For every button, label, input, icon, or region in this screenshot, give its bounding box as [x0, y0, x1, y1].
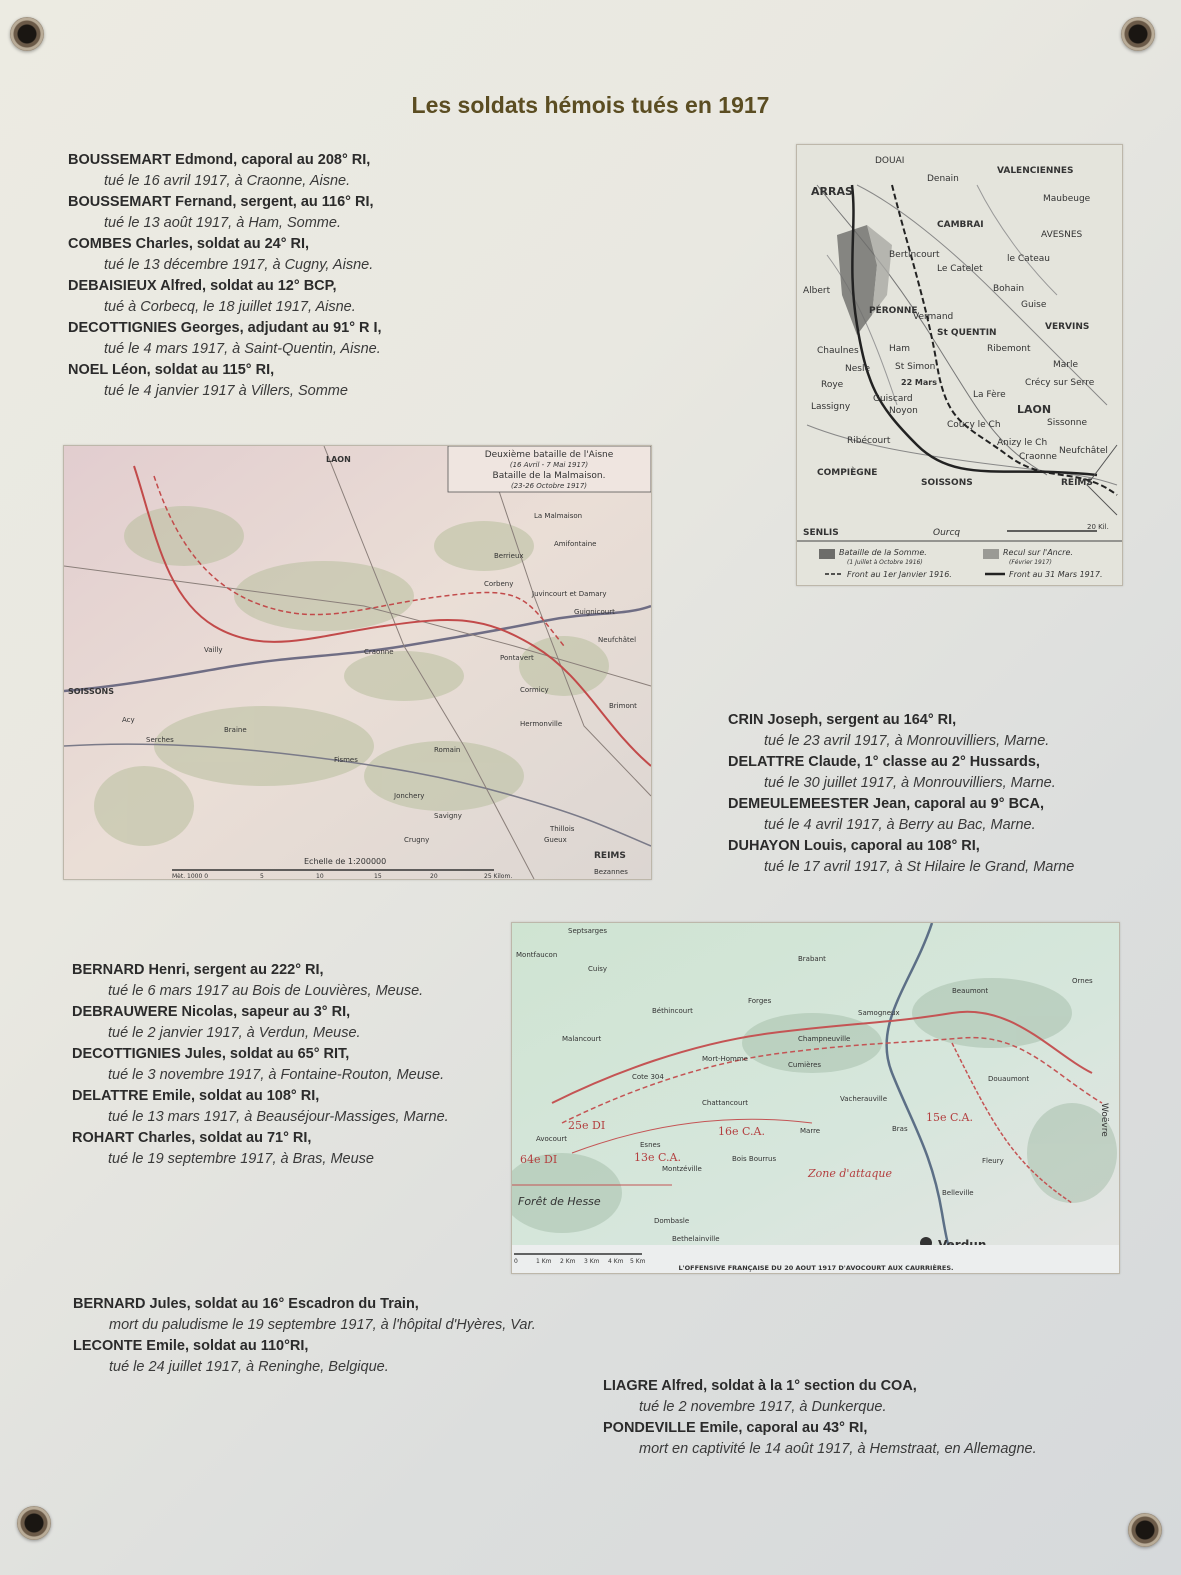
soldier-detail: mort en captivité le 14 août 1917, à Hemstraat, en Allemagne. [639, 1441, 1037, 1457]
place-label: Crécy sur Serre [1025, 378, 1095, 388]
place-label: Bohain [993, 284, 1025, 294]
place-label: REIMS [1061, 478, 1093, 488]
grommet-top-right [1121, 17, 1155, 51]
soldier-detail: tué le 24 juillet 1917, à Reninghe, Belgique. [109, 1359, 389, 1375]
place-label: Forges [748, 997, 772, 1005]
soldier-list-other [73, 1294, 593, 1378]
scale-tick: Mèt. 1000 0 [172, 873, 209, 879]
place-label: Douaumont [988, 1075, 1030, 1083]
soldier-entry [72, 960, 502, 1002]
place-label: Chaulnes [817, 346, 859, 356]
unit-label: 13e C.A. [634, 1151, 681, 1164]
soldier-detail: tué le 23 avril 1917, à Monrouvilliers, Marne. [764, 733, 1050, 749]
scale-tick: 10 [316, 873, 324, 879]
legend-label: (Février 1917) [1009, 559, 1052, 566]
place-label: LAON [1017, 403, 1052, 416]
place-label: Guignicourt [574, 608, 615, 616]
soldier-entry [68, 234, 508, 276]
place-label: Cormicy [520, 686, 549, 694]
place-label: Chattancourt [702, 1099, 749, 1107]
soldier-detail: tué le 6 mars 1917 au Bois de Louvières, Meuse. [108, 983, 424, 999]
map-header: Bataille de la Malmaison. [492, 471, 606, 481]
place-label: Cuisy [588, 965, 608, 973]
place-label: Avocourt [536, 1135, 567, 1143]
place-label: Dombasle [654, 1217, 690, 1225]
place-label: AVESNES [1041, 230, 1083, 240]
soldier-name: BOUSSEMART Fernand, sergent, au 116° RI, [68, 194, 374, 210]
soldier-detail: tué le 2 janvier 1917, à Verdun, Meuse. [108, 1025, 361, 1041]
place-label: Coucy le Ch [947, 420, 1001, 430]
place-label: Lassigny [811, 402, 851, 412]
place-label: Bras [892, 1125, 908, 1133]
place-label: St QUENTIN [937, 328, 997, 338]
scale-tick: 1 Km [536, 1258, 552, 1265]
place-label: VALENCIENNES [997, 166, 1074, 176]
soldier-name: BOUSSEMART Edmond, caporal au 208° RI, [68, 152, 371, 168]
place-label: Brabant [798, 955, 826, 963]
place-label: Mort-Homme [702, 1055, 748, 1063]
map-header: (16 Avril - 7 Mai 1917) [509, 461, 589, 469]
soldier-entry [73, 1336, 593, 1378]
place-label: La Malmaison [534, 512, 583, 520]
place-label: Montfaucon [516, 951, 558, 959]
unit-label: 64e DI [520, 1153, 558, 1166]
unit-label: 25e DI [568, 1119, 606, 1132]
grommet-top-left [10, 17, 44, 51]
place-label: Anizy le Ch [997, 438, 1048, 448]
place-label: Savigny [434, 812, 462, 820]
place-label: Cote 304 [632, 1073, 664, 1081]
scale-tick: 3 Km [584, 1258, 600, 1265]
place-label: PÉRONNE [869, 306, 918, 316]
scale-tick: 4 Km [608, 1258, 624, 1265]
legend-swatch [983, 549, 999, 559]
map-caption: L'OFFENSIVE FRANÇAISE DU 20 AOUT 1917 D'AVOCOURT AUX CAURRIÈRES. [678, 1264, 954, 1272]
grommet-bottom-left [17, 1506, 51, 1540]
map-header: Deuxième bataille de l'Aisne [484, 450, 614, 460]
place-label: Braine [224, 726, 247, 734]
scale-tick: 5 Km [630, 1258, 646, 1265]
place-label: VERVINS [1045, 322, 1090, 332]
place-label: SENLIS [803, 528, 839, 538]
soldier-entry [68, 150, 508, 192]
soldier-entry [728, 752, 1148, 794]
soldier-entry [68, 360, 508, 402]
place-label: Roye [821, 380, 844, 390]
place-label: Neufchâtel [598, 636, 637, 644]
place-label: Vailly [204, 646, 223, 654]
soldier-name: DUHAYON Louis, caporal au 108° RI, [728, 838, 980, 854]
place-label: Fleury [982, 1157, 1004, 1165]
soldier-name: BERNARD Jules, soldat au 16° Escadron du Train, [73, 1296, 419, 1312]
soldier-entry [68, 318, 508, 360]
soldier-name: DEMEULEMEESTER Jean, caporal au 9° BCA, [728, 796, 1045, 812]
soldier-list-meuse [72, 960, 502, 1170]
place-label: Pontavert [500, 654, 534, 662]
place-label: Hermonville [520, 720, 563, 728]
soldier-name: ROHART Charles, soldat au 71° RI, [72, 1130, 312, 1146]
place-label: Belleville [942, 1189, 974, 1197]
place-label: Noyon [889, 406, 918, 416]
soldier-detail: tué le 13 mars 1917, à Beauséjour-Massiges, Marne. [108, 1109, 449, 1125]
scale-tick: 0 [514, 1258, 518, 1265]
place-label: Neufchâtel [1059, 446, 1108, 456]
place-label: Ribemont [987, 344, 1031, 354]
soldier-detail: tué le 17 avril 1917, à St Hilaire le Grand, Marne [764, 859, 1075, 875]
place-label: DOUAI [875, 156, 905, 166]
place-label: Sissonne [1047, 418, 1088, 428]
place-label: Montzéville [662, 1165, 702, 1173]
unit-label: Zone d'attaque [808, 1167, 893, 1180]
place-label: Bois Bourrus [732, 1155, 777, 1163]
map-verdun-drawing [512, 923, 1119, 1273]
place-label: Vacherauville [840, 1095, 888, 1103]
soldier-detail: tué le 13 août 1917, à Ham, Somme. [104, 215, 341, 231]
legend-swatch [819, 549, 835, 559]
place-label: Craonne [1019, 452, 1057, 462]
place-label: Fismes [334, 756, 358, 764]
page-title: Les soldats hémois tués en 1917 [411, 92, 770, 118]
soldier-name: DECOTTIGNIES Jules, soldat au 65° RIT, [72, 1046, 350, 1062]
place-label: Ourcq [933, 528, 961, 538]
scale-label: 20 Kil. [1087, 523, 1109, 531]
place-label: Juvincourt et Damary [532, 590, 607, 598]
soldier-name: CRIN Joseph, sergent au 164° RI, [728, 712, 957, 728]
scale-label: Echelle de 1:200000 [304, 857, 387, 866]
place-label: Berrieux [494, 552, 524, 560]
soldier-detail: tué le 2 novembre 1917, à Dunkerque. [639, 1399, 887, 1415]
legend-label: Front au 1er Janvier 1916. [847, 570, 952, 579]
place-label: Beaumont [952, 987, 989, 995]
place-label: LAON [326, 455, 351, 464]
map-somme-drawing [797, 145, 1122, 585]
soldier-detail: tué le 19 septembre 1917, à Bras, Meuse [108, 1151, 374, 1167]
place-label: Albert [803, 286, 831, 296]
unit-label: 15e C.A. [926, 1111, 973, 1124]
soldier-name: LECONTE Emile, soldat au 110°RI, [73, 1338, 309, 1354]
place-label: Bezannes [594, 868, 628, 876]
map-header: (23-26 Octobre 1917) [510, 482, 588, 490]
map-somme-front [796, 144, 1123, 586]
place-label: Bethelainville [672, 1235, 720, 1243]
place-label: Esnes [640, 1141, 661, 1149]
soldier-detail: tué le 4 mars 1917, à Saint-Quentin, Aisne. [104, 341, 381, 357]
place-label: Ornes [1072, 977, 1093, 985]
soldier-entry [68, 276, 508, 318]
place-label: Champneuville [798, 1035, 851, 1043]
place-label: Thillois [550, 825, 575, 833]
date-label: 22 Mars [901, 378, 937, 387]
scale-tick: 20 [430, 873, 438, 879]
scale-tick: 5 [260, 873, 264, 879]
soldier-entry [68, 192, 508, 234]
soldier-name: DELATTRE Claude, 1° classe au 2° Hussards, [728, 754, 1040, 770]
place-label: Maubeuge [1043, 194, 1091, 204]
legend-label: (1 Juillet à Octobre 1916) [847, 559, 923, 566]
place-label: Ribécourt [847, 436, 891, 446]
soldier-entry [73, 1294, 593, 1336]
map-aisne-battle [63, 445, 652, 880]
scale-tick: 25 Kilom. [484, 873, 513, 879]
place-label: Guise [1021, 300, 1047, 310]
place-label: Cumières [788, 1061, 822, 1069]
soldier-detail: tué le 30 juillet 1917, à Monrouvilliers, Marne. [764, 775, 1056, 791]
soldier-name: DEBRAUWERE Nicolas, sapeur au 3° RI, [72, 1004, 351, 1020]
soldier-list-north-captivity [603, 1376, 1103, 1460]
map-verdun-offensive [511, 922, 1120, 1274]
soldier-name: DELATTRE Emile, soldat au 108° RI, [72, 1088, 320, 1104]
soldier-entry [72, 1086, 502, 1128]
legend-label: Recul sur l'Ancre. [1003, 548, 1073, 557]
soldier-entry [728, 836, 1148, 878]
place-label: Romain [434, 746, 461, 754]
map-aisne-drawing [64, 446, 651, 879]
legend-label: Bataille de la Somme. [839, 548, 927, 557]
soldier-name: DEBAISIEUX Alfred, soldat au 12° BCP, [68, 278, 337, 294]
soldier-name: PONDEVILLE Emile, caporal au 43° RI, [603, 1420, 868, 1436]
soldier-detail: tué le 4 janvier 1917 à Villers, Somme [104, 383, 348, 399]
scale-tick: 15 [374, 873, 382, 879]
soldier-detail: tué le 4 avril 1917, à Berry au Bac, Marne. [764, 817, 1036, 833]
soldier-name: NOEL Léon, soldat au 115° RI, [68, 362, 275, 378]
legend-label: Front au 31 Mars 1917. [1009, 570, 1103, 579]
place-label: Corbeny [484, 580, 514, 588]
place-label: Marle [1053, 360, 1079, 370]
place-label: ARRAS [811, 185, 853, 198]
place-label: St Simon [895, 362, 936, 372]
place-label: Septsarges [568, 927, 608, 935]
place-label: Craonne [364, 648, 394, 656]
soldier-entry [728, 710, 1148, 752]
place-label: Samogneux [858, 1009, 900, 1017]
place-label: SOISSONS [921, 478, 973, 488]
place-label: Denain [927, 174, 959, 184]
place-label: Amifontaine [554, 540, 597, 548]
place-label: Acy [122, 716, 135, 724]
soldier-entry [603, 1376, 1103, 1418]
place-label: Serches [146, 736, 174, 744]
soldier-name: BERNARD Henri, sergent au 222° RI, [72, 962, 324, 978]
soldier-detail: tué le 3 novembre 1917, à Fontaine-Routon, Meuse. [108, 1067, 445, 1083]
soldier-entry [72, 1002, 502, 1044]
soldier-list-aisne-somme [68, 150, 508, 402]
place-label: Brimont [609, 702, 637, 710]
soldier-detail: tué le 13 décembre 1917, à Cugny, Aisne. [104, 257, 374, 273]
place-label: Marre [800, 1127, 821, 1135]
place-label: Guiscard [873, 394, 913, 404]
soldier-detail: mort du paludisme le 19 septembre 1917, à l'hôpital d'Hyères, Var. [109, 1317, 536, 1333]
soldier-entry [72, 1128, 502, 1170]
soldier-entry [72, 1044, 502, 1086]
place-label: Malancourt [562, 1035, 602, 1043]
place-label: Gueux [544, 836, 567, 844]
soldier-name: LIAGRE Alfred, soldat à la 1° section du COA, [603, 1378, 917, 1394]
place-label: Crugny [404, 836, 430, 844]
place-label: COMPIÈGNE [817, 468, 878, 478]
unit-label: 16e C.A. [718, 1125, 765, 1138]
grommet-bottom-right [1128, 1513, 1162, 1547]
soldier-name: DECOTTIGNIES Georges, adjudant au 91° R I, [68, 320, 382, 336]
place-label: le Cateau [1007, 254, 1050, 264]
place-label: Le Catelet [937, 264, 983, 274]
place-label: Ham [889, 344, 911, 354]
soldier-detail: tué à Corbecq, le 18 juillet 1917, Aisne. [104, 299, 356, 315]
place-label: Forêt de Hesse [518, 1195, 601, 1208]
soldier-entry [728, 794, 1148, 836]
place-label: Woëvre [1099, 1103, 1109, 1137]
place-label: SOISSONS [68, 687, 114, 696]
place-label: Jonchery [394, 792, 425, 800]
soldier-entry [603, 1418, 1103, 1460]
place-label: Béthincourt [652, 1007, 693, 1015]
place-label: La Fère [973, 390, 1006, 400]
place-label: REIMS [594, 851, 626, 861]
soldier-list-marne [728, 710, 1148, 878]
soldier-name: COMBES Charles, soldat au 24° RI, [68, 236, 310, 252]
place-label: Vermand [913, 312, 954, 322]
scale-tick: 2 Km [560, 1258, 576, 1265]
place-label: Nesle [845, 364, 870, 374]
soldier-detail: tué le 16 avril 1917, à Craonne, Aisne. [104, 173, 351, 189]
place-label: Bertincourt [889, 250, 940, 260]
place-label: CAMBRAI [937, 220, 984, 230]
